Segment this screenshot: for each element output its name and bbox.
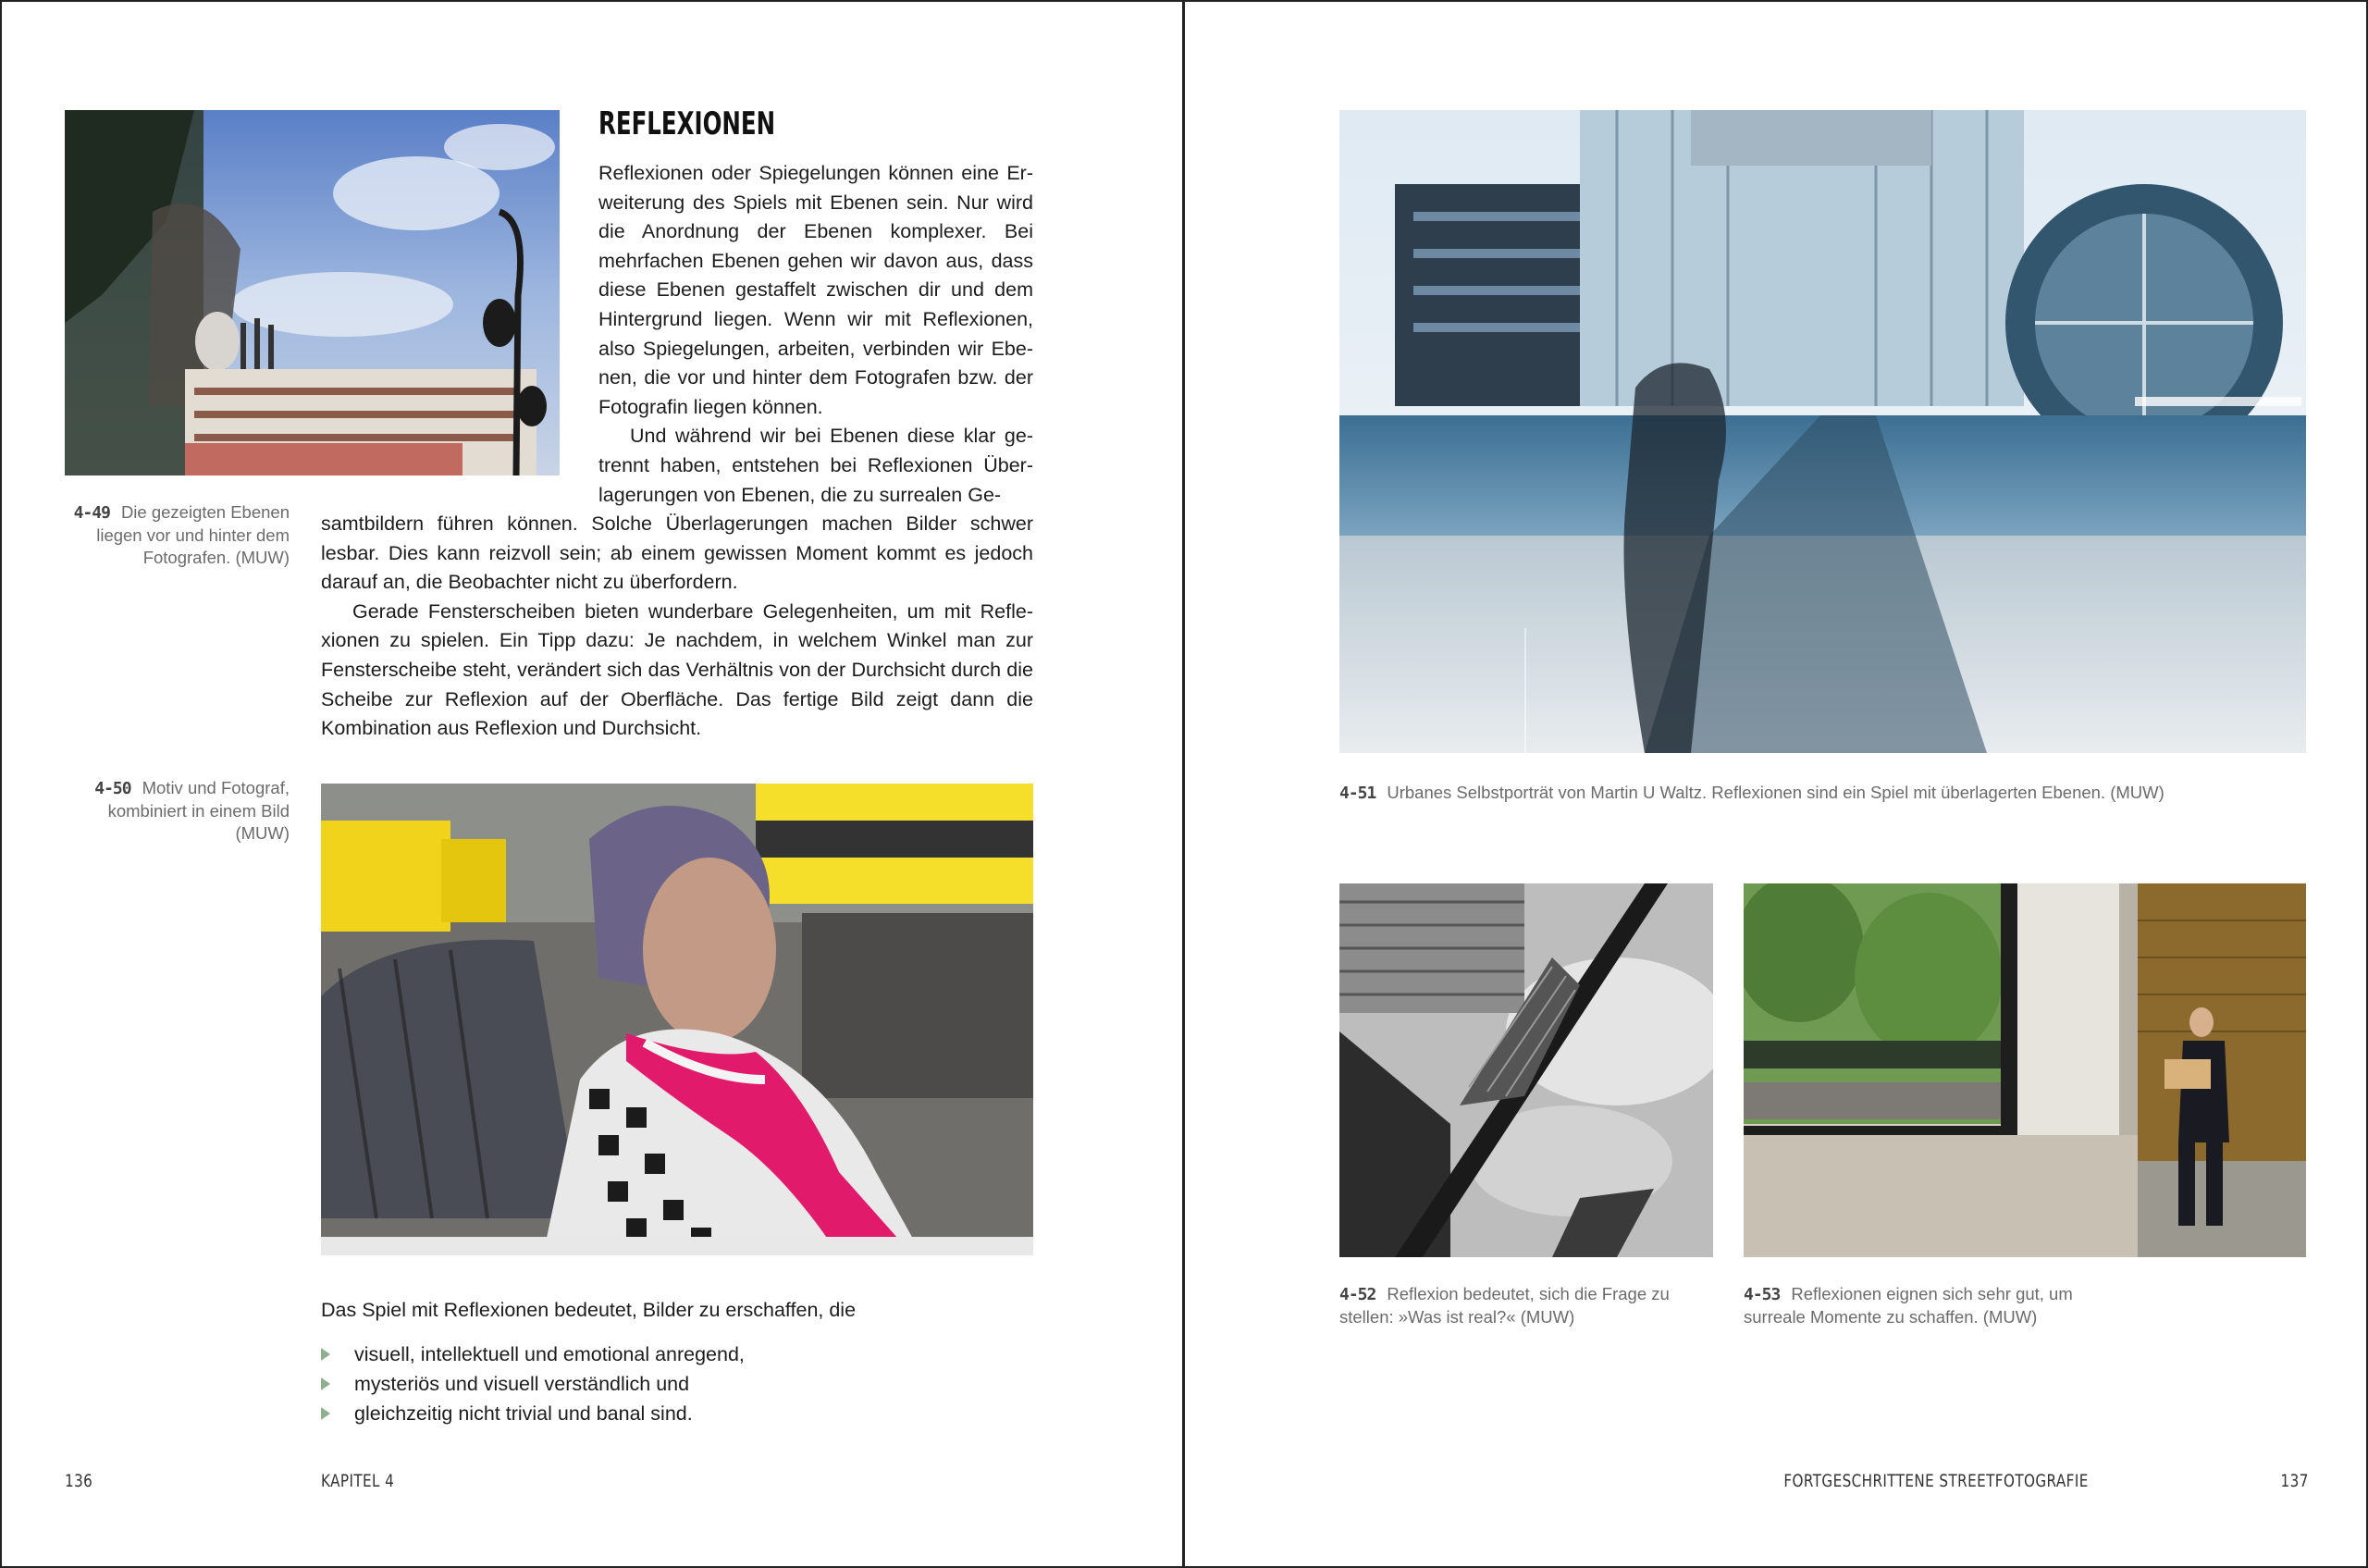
page-number-left: 136 (65, 1471, 93, 1491)
caption-4-50 (65, 777, 290, 845)
running-head-chapter: KAPITEL 4 (321, 1471, 395, 1491)
photo-4-51-image (1339, 110, 2306, 753)
photo-4-49 (65, 110, 560, 475)
photo-4-53-image (1744, 883, 2306, 1257)
photo-4-52 (1339, 883, 1713, 1257)
caption-text: Urbanes Selbstporträt von Martin U Waltz. Reflexionen sind ein Spiel mit überlagerten Ebenen. (MUW) (1387, 783, 2164, 802)
caption-text: Reflexionen eignen sich sehr gut, um surreale Momente zu schaffen. (MUW) (1744, 1284, 2073, 1327)
body-paragraph-1 (598, 159, 1033, 510)
caption-number: 4-49 (73, 503, 110, 523)
list-item: visuell, intellektuell und emotional anregend, (321, 1340, 745, 1369)
caption-4-53 (1744, 1283, 2132, 1328)
photo-4-51 (1339, 110, 2306, 753)
photo-4-50-image (321, 784, 1033, 1255)
caption-number: 4-53 (1744, 1285, 1781, 1304)
photo-4-49-image (65, 110, 560, 475)
caption-text: Die gezeigten Ebenen liegen vor und hinter dem Fotografen. (MUW) (96, 502, 290, 567)
list-intro: Das Spiel mit Reflexionen bedeutet, Bilder zu erschaffen, die (321, 1299, 857, 1321)
bullet-triangle-icon (321, 1348, 330, 1361)
caption-4-51 (1339, 782, 2306, 805)
photo-4-50 (321, 784, 1033, 1255)
paragraph-3: Gerade Fensterscheiben bieten wunderbare Gelegenheiten, um mit Reflexionen zu spielen. Ein Tipp dazu: Je nachdem, in welchem Winkel man zur Fensterscheibe steht, verändert sich das Verhältnis von der Durchsicht durch die Scheibe zur Reflexion auf der Oberfläche. Das fertige Bild zeigt dann die Kombination aus Reflexion und Durchsicht. (321, 599, 1033, 740)
running-head-book-title: FORTGESCHRITTENE STREETFOTOGRAFIE (1783, 1471, 2089, 1491)
caption-number: 4-52 (1339, 1285, 1376, 1304)
caption-text: Motiv und Fotograf, kombiniert in einem Bild (MUW) (107, 778, 290, 843)
list-item: gleichzeitig nicht trivial und banal sind. (321, 1399, 745, 1428)
list-item: mysteriös und visuell verständlich und (321, 1369, 745, 1399)
right-page (1182, 0, 2368, 1568)
paragraph-2-end: samtbildern führen können. Solche Überlagerungen machen Bilder schwer lesbar. Dies kann reizvoll sein; ab einem gewissen Moment kommt es jedoch darauf an, die Beobachter nicht zu überfordern. (321, 512, 1033, 594)
section-heading: REFLEXIONEN (598, 105, 776, 142)
caption-text: Reflexion bedeutet, sich die Frage zu stellen: »Was ist real?« (MUW) (1339, 1284, 1670, 1327)
bullet-list (321, 1340, 745, 1428)
photo-4-52-image (1339, 883, 1713, 1257)
body-paragraph-2 (321, 510, 1033, 744)
left-page (0, 0, 1182, 1568)
bullet-triangle-icon (321, 1407, 330, 1420)
caption-4-49 (65, 501, 290, 569)
caption-number: 4-51 (1339, 784, 1376, 803)
bullet-triangle-icon (321, 1377, 330, 1390)
photo-4-53 (1744, 883, 2306, 1257)
paragraph-1: Reflexionen oder Spiegelungen können eine Erweiterung des Spiels mit Ebenen sein. Nur wird die Anordnung der Ebenen komplexer. Bei mehrfachen Ebenen gehen wir davon aus, dass diese Ebenen gestaffelt zwischen dir und dem Hintergrund liegen. Wenn wir mit Reflexionen, also Spiegelungen, arbeiten, verbinden wir Ebenen, die vor und hinter dem Fotografen bzw. der Fotografin liegen können. (598, 162, 1033, 418)
paragraph-2-start: Und während wir bei Ebenen diese klar getrennt haben, entstehen bei Reflexionen Überlagerungen von Ebenen, die zu surrealen Ge- (598, 425, 1033, 506)
page-number-right: 137 (2280, 1471, 2309, 1491)
caption-4-52 (1339, 1283, 1713, 1328)
caption-number: 4-50 (94, 779, 131, 798)
